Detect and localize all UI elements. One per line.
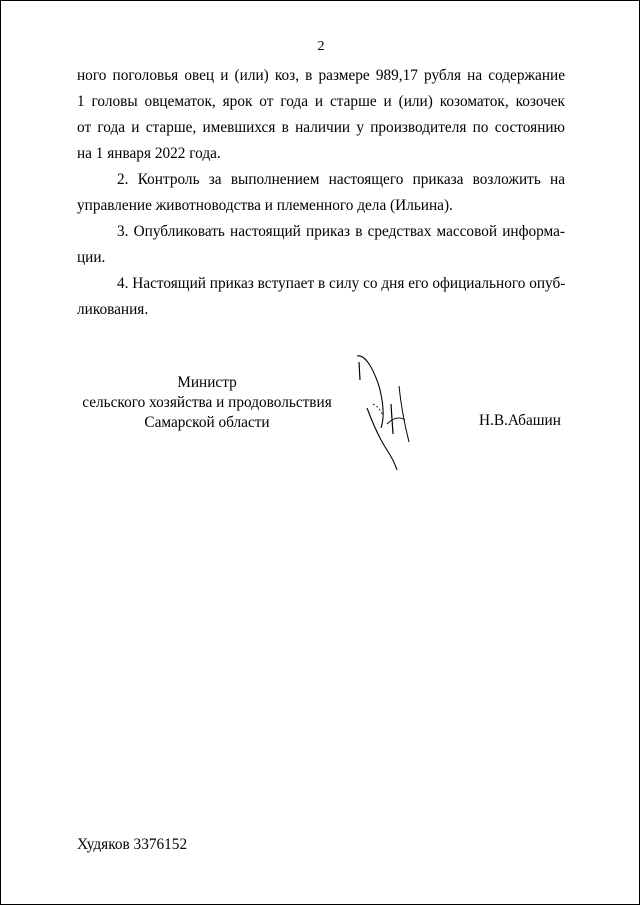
executor-info: Худяков 3376152 bbox=[77, 836, 188, 853]
signatory-position-line-1: Министр bbox=[177, 374, 237, 391]
paragraph-3-line-1: 3. Опубликовать настоящий приказ в средствах массовой информа- bbox=[117, 223, 565, 240]
signatory-position-line-3: Самарской области bbox=[144, 414, 270, 431]
paragraph-2-line-1: 2. Контроль за выполнением настоящего приказа возложить на bbox=[117, 171, 565, 188]
paragraph-3-line-2: ции. bbox=[77, 249, 106, 266]
paragraph-2-line-2: управление животноводства и племенного дела (Ильина). bbox=[77, 197, 453, 214]
paragraph-1-line-3: от года и старше, имевшихся в наличии у производителя по состоянию bbox=[77, 119, 565, 136]
paragraph-4-line-2: ликования. bbox=[77, 301, 149, 318]
signatory-name: Н.В.Абашин bbox=[479, 412, 561, 429]
handwritten-signature bbox=[351, 346, 431, 476]
paragraph-1-line-1: ного поголовья овец и (или) коз, в размере 989,17 рубля на содержание bbox=[77, 67, 565, 84]
paragraph-1-line-4: на 1 января 2022 года. bbox=[77, 145, 221, 162]
paragraph-4-line-1: 4. Настоящий приказ вступает в силу со дня его официального опуб- bbox=[117, 275, 566, 292]
page-number: 2 bbox=[317, 39, 325, 54]
signatory-position bbox=[77, 373, 337, 433]
paragraph-1-line-2: 1 головы овцематок, ярок от года и старше и (или) козоматок, козочек bbox=[77, 93, 565, 110]
document-body bbox=[77, 63, 565, 323]
signatory-position-line-2: сельского хозяйства и продовольствия bbox=[82, 394, 332, 411]
